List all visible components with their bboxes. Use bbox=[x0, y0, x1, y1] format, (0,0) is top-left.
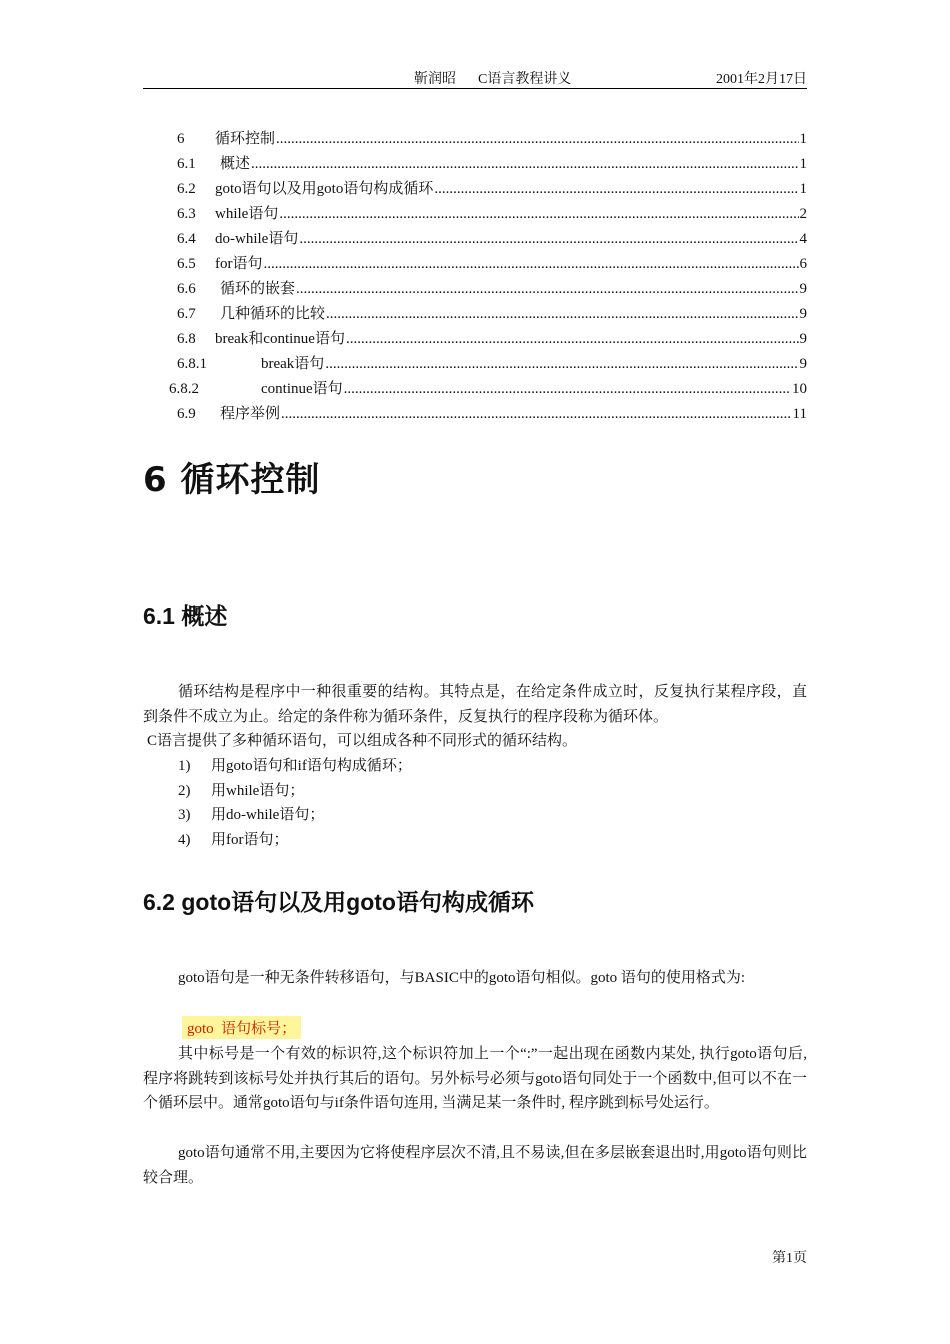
toc-page: 1 bbox=[799, 131, 807, 147]
chapter-title: 6 循环控制 bbox=[143, 460, 321, 500]
header-author: 靳润昭 bbox=[414, 72, 456, 87]
header-course: C语言教程讲义 bbox=[478, 72, 572, 87]
page-header bbox=[143, 66, 807, 89]
section-title-overview: 6.1 概述 bbox=[143, 603, 228, 629]
toc-entry[interactable] bbox=[169, 377, 807, 399]
toc-leader bbox=[281, 406, 792, 423]
list-item bbox=[178, 803, 412, 828]
overview-paragraph-2: C语言提供了多种循环语句，可以组成各种不同形式的循环结构。 bbox=[147, 733, 578, 749]
toc-entry[interactable] bbox=[177, 277, 807, 299]
toc-title: 循环的嵌套 bbox=[220, 281, 296, 297]
toc-number: 6.3 bbox=[177, 206, 196, 222]
toc-page: 9 bbox=[799, 306, 807, 322]
toc-page: 9 bbox=[799, 356, 807, 372]
toc-page: 4 bbox=[799, 231, 807, 247]
goto-label-paragraph: 其中标号是一个有效的标识符,这个标识符加上一个“:”一起出现在函数内某处, 执行goto语句后,程序将跳转到该标号处并执行其后的语句。另外标号必须与goto语句同处于一个函数中,但可以不在一个循环层中。通常goto语句与if条件语句连用, 当满足某一条件时, 程序跳到标号处运行。 bbox=[143, 1046, 807, 1111]
toc-page: 11 bbox=[792, 406, 807, 422]
toc-number: 6.1 bbox=[177, 156, 196, 172]
list-item-number: 4) bbox=[178, 831, 191, 848]
toc-entry[interactable] bbox=[177, 177, 807, 199]
toc-leader bbox=[264, 256, 799, 273]
toc-title: break和continue语句 bbox=[215, 331, 345, 347]
toc-title: for语句 bbox=[215, 256, 263, 272]
toc-entry[interactable] bbox=[177, 127, 807, 149]
toc-page: 6 bbox=[799, 256, 807, 272]
toc-entry[interactable] bbox=[177, 302, 807, 324]
goto-usage-paragraph: goto语句通常不用,主要因为它将使程序层次不清,且不易读,但在多层嵌套退出时,用goto语句则比较合理。 bbox=[143, 1145, 807, 1186]
toc-leader bbox=[299, 231, 798, 248]
toc-number: 6.9 bbox=[177, 406, 196, 422]
toc-leader bbox=[296, 281, 798, 298]
toc-title: goto语句以及用goto语句构成循环 bbox=[215, 181, 434, 197]
toc-leader bbox=[344, 381, 791, 398]
list-item-text: 用goto语句和if语句构成循环； bbox=[211, 758, 412, 774]
list-item-text: 用while语句； bbox=[211, 782, 305, 799]
loop-types-list bbox=[178, 754, 412, 852]
toc-leader bbox=[325, 356, 798, 373]
toc-number: 6.6 bbox=[177, 281, 196, 297]
header-center bbox=[414, 68, 571, 88]
toc-page: 9 bbox=[799, 281, 807, 297]
toc-page: 1 bbox=[799, 181, 807, 197]
toc-title: while语句 bbox=[215, 206, 279, 222]
toc-page: 10 bbox=[792, 381, 807, 397]
toc-leader bbox=[346, 331, 799, 348]
toc-number: 6.8 bbox=[177, 331, 196, 347]
list-item-number: 2) bbox=[178, 782, 191, 799]
list-item bbox=[178, 754, 412, 779]
toc-title: 几种循环的比较 bbox=[220, 306, 326, 322]
toc-number: 6.7 bbox=[177, 306, 196, 322]
toc-page: 1 bbox=[799, 156, 807, 172]
toc-leader bbox=[434, 181, 798, 198]
toc-page: 9 bbox=[799, 331, 807, 347]
toc-entry[interactable] bbox=[177, 227, 807, 249]
toc-leader bbox=[326, 306, 798, 323]
toc-entry[interactable] bbox=[177, 152, 807, 174]
toc-title: break语句 bbox=[261, 356, 325, 372]
goto-syntax-code: goto 语句标号； bbox=[182, 1016, 301, 1039]
toc-title: continue语句 bbox=[261, 381, 343, 397]
list-item-text: 用for语句； bbox=[211, 831, 289, 848]
toc-page: 2 bbox=[799, 206, 807, 222]
toc-leader bbox=[251, 156, 798, 173]
toc-entry[interactable] bbox=[177, 327, 807, 349]
toc-title: 循环控制 bbox=[215, 131, 276, 147]
toc-number: 6.5 bbox=[177, 256, 196, 272]
header-date: 2001年2月17日 bbox=[716, 72, 807, 87]
toc-number: 6 bbox=[177, 131, 185, 147]
section-title-goto: 6.2 goto语句以及用goto语句构成循环 bbox=[143, 889, 534, 915]
list-item bbox=[178, 779, 412, 804]
list-item bbox=[178, 828, 412, 853]
goto-paragraph: goto语句是一种无条件转移语句，与BASIC中的goto语句相似。goto 语句的使用格式为: bbox=[178, 970, 746, 986]
toc-entry[interactable] bbox=[177, 252, 807, 274]
list-item-number: 1) bbox=[178, 758, 191, 774]
toc-number: 6.2 bbox=[177, 181, 196, 197]
toc-number: 6.8.1 bbox=[177, 356, 207, 372]
overview-paragraph: 循环结构是程序中一种很重要的结构。其特点是，在给定条件成立时，反复执行某程序段，直到条件不成立为止。给定的条件称为循环条件，反复执行的程序段称为循环体。 bbox=[143, 684, 807, 725]
toc-number: 6.8.2 bbox=[169, 381, 199, 397]
page-number: 第1页 bbox=[772, 1251, 807, 1266]
toc-title: 概述 bbox=[220, 156, 251, 172]
list-item-number: 3) bbox=[178, 807, 191, 823]
toc-title: 程序举例 bbox=[220, 406, 281, 422]
toc-entry[interactable] bbox=[177, 202, 807, 224]
toc-entry[interactable] bbox=[177, 352, 807, 374]
toc-leader bbox=[276, 131, 798, 148]
toc-number: 6.4 bbox=[177, 231, 196, 247]
list-item-text: 用do-while语句； bbox=[211, 807, 325, 823]
toc-entry[interactable] bbox=[177, 402, 807, 424]
toc-leader bbox=[279, 206, 798, 223]
toc-title: do-while语句 bbox=[215, 231, 299, 247]
